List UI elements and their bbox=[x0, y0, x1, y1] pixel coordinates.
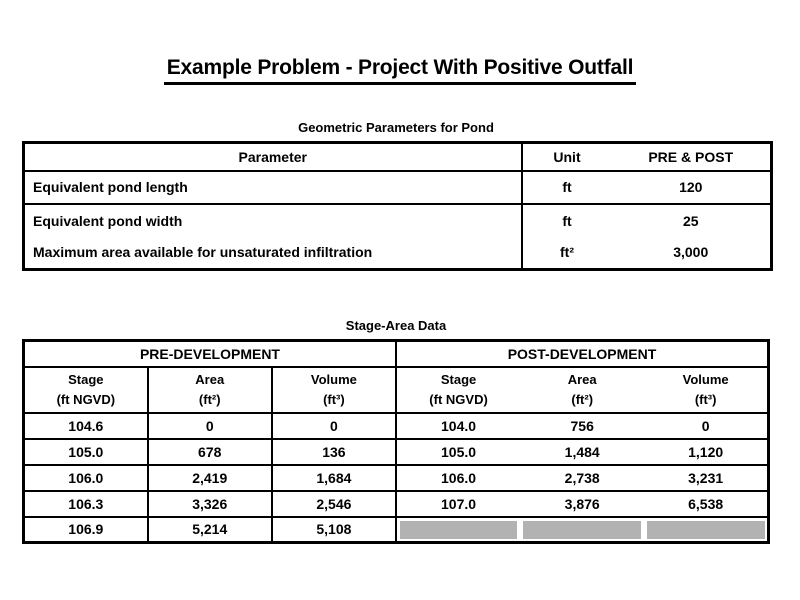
unit-cell: ft bbox=[562, 212, 572, 229]
pre-stage-cell: 106.9 bbox=[24, 517, 148, 543]
value-cell: 3,000 bbox=[673, 244, 709, 261]
pre-volume-cell: 5,108 bbox=[272, 517, 396, 543]
table-row bbox=[24, 204, 772, 237]
header-pre-post: PRE & POST bbox=[612, 143, 772, 171]
col-label: Area bbox=[195, 372, 225, 387]
parameter-cell: Equivalent pond width bbox=[24, 204, 522, 237]
col-label: Volume bbox=[310, 372, 357, 387]
post-stage-header bbox=[396, 367, 520, 413]
post-stage-cell: 106.0 bbox=[396, 465, 520, 491]
post-stage-cell-empty-gray bbox=[396, 517, 520, 543]
col-label: Area bbox=[567, 372, 597, 387]
pre-stage-cell: 106.3 bbox=[24, 491, 148, 517]
post-stage-cell: 104.0 bbox=[396, 413, 520, 439]
post-volume-cell: 0 bbox=[644, 413, 768, 439]
col-unit-label: (ft²) bbox=[571, 391, 594, 407]
post-volume-header bbox=[644, 367, 768, 413]
post-volume-cell: 3,231 bbox=[644, 465, 768, 491]
geometric-parameters-table bbox=[22, 141, 773, 271]
pre-area-header bbox=[148, 367, 272, 413]
post-volume-cell: 1,120 bbox=[644, 439, 768, 465]
group-header-row bbox=[24, 341, 769, 367]
pre-volume-header bbox=[272, 367, 396, 413]
header-unit: Unit bbox=[522, 143, 612, 171]
geometric-table-caption: Geometric Parameters for Pond bbox=[298, 120, 494, 135]
post-area-cell-empty-gray bbox=[520, 517, 644, 543]
pre-area-cell: 0 bbox=[148, 413, 272, 439]
post-volume-cell-empty-gray bbox=[644, 517, 768, 543]
post-area-cell: 756 bbox=[520, 413, 644, 439]
unit-cell: ft² bbox=[560, 244, 574, 261]
pre-stage-cell: 104.6 bbox=[24, 413, 148, 439]
post-area-cell: 2,738 bbox=[520, 465, 644, 491]
pre-area-cell: 5,214 bbox=[148, 517, 272, 543]
table-row bbox=[24, 171, 772, 204]
value-cell: 25 bbox=[682, 212, 699, 229]
post-stage-cell: 107.0 bbox=[396, 491, 520, 517]
column-header-row bbox=[24, 367, 769, 413]
post-stage-cell: 105.0 bbox=[396, 439, 520, 465]
post-volume-cell: 6,538 bbox=[644, 491, 768, 517]
table-row bbox=[24, 465, 769, 491]
pre-volume-cell: 136 bbox=[272, 439, 396, 465]
table-row bbox=[24, 439, 769, 465]
parameter-cell: Equivalent pond length bbox=[24, 171, 522, 204]
pre-area-cell: 3,326 bbox=[148, 491, 272, 517]
col-unit-label: (ft NGVD) bbox=[56, 391, 116, 407]
post-area-cell: 1,484 bbox=[520, 439, 644, 465]
col-label: Stage bbox=[440, 372, 477, 387]
stage-area-table-caption: Stage-Area Data bbox=[345, 318, 447, 333]
table-row bbox=[24, 413, 769, 439]
post-development-header: POST-DEVELOPMENT bbox=[396, 341, 769, 367]
parameter-cell: Maximum area available for unsaturated infiltration bbox=[24, 237, 522, 270]
table-row bbox=[24, 491, 769, 517]
col-unit-label: (ft²) bbox=[198, 391, 221, 407]
col-unit-label: (ft³) bbox=[694, 391, 717, 407]
header-parameter: Parameter bbox=[24, 143, 522, 171]
col-unit-label: (ft NGVD) bbox=[429, 391, 488, 407]
stage-area-table bbox=[22, 339, 770, 544]
post-area-header bbox=[520, 367, 644, 413]
pre-volume-cell: 2,546 bbox=[272, 491, 396, 517]
pre-stage-cell: 106.0 bbox=[24, 465, 148, 491]
table-row bbox=[24, 517, 769, 543]
post-area-cell: 3,876 bbox=[520, 491, 644, 517]
unit-cell: ft bbox=[522, 171, 612, 204]
col-unit-label: (ft³) bbox=[323, 391, 345, 407]
col-label: Stage bbox=[68, 372, 104, 387]
pre-volume-cell: 1,684 bbox=[272, 465, 396, 491]
pre-stage-cell: 105.0 bbox=[24, 439, 148, 465]
page-title-wrap bbox=[0, 56, 800, 85]
pre-stage-header bbox=[24, 367, 148, 413]
table-row bbox=[24, 237, 772, 270]
pre-development-header: PRE-DEVELOPMENT bbox=[24, 341, 396, 367]
pre-area-cell: 678 bbox=[148, 439, 272, 465]
page-title: Example Problem - Project With Positive Outfall bbox=[164, 56, 637, 85]
pre-volume-cell: 0 bbox=[272, 413, 396, 439]
table-header-row bbox=[24, 143, 772, 171]
pre-area-cell: 2,419 bbox=[148, 465, 272, 491]
value-cell: 120 bbox=[612, 171, 772, 204]
col-label: Volume bbox=[682, 372, 729, 387]
